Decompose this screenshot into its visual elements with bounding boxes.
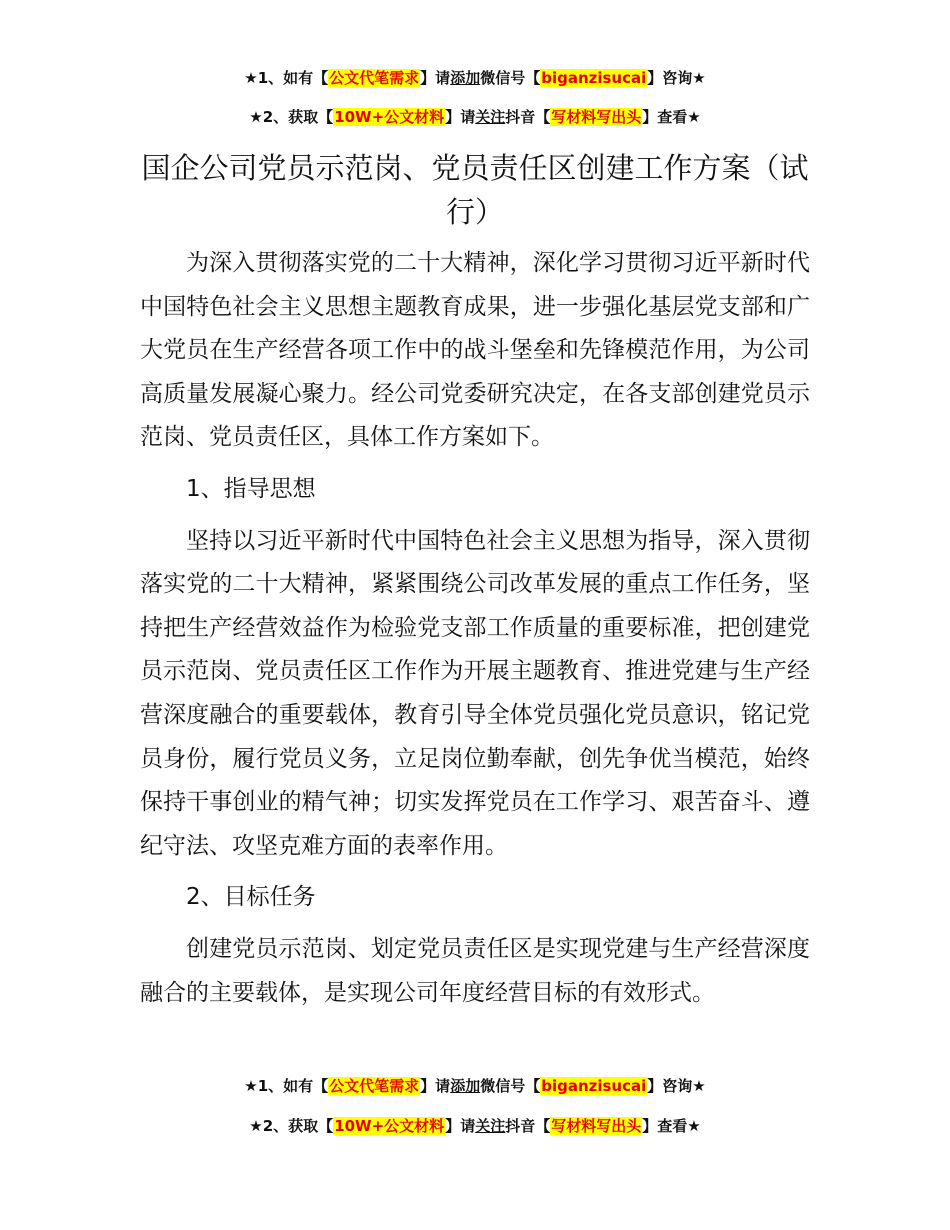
banner-text: 】查看★: [642, 108, 701, 126]
banner-highlight: biganzisucai: [541, 1077, 647, 1095]
banner-text: 微信号【: [480, 69, 541, 87]
banner-highlight: 10W+公文材料: [334, 1117, 445, 1135]
banner-text: 】咨询★: [647, 1077, 706, 1095]
banner-text: 抖音【: [505, 108, 551, 126]
banner-text: 】咨询★: [647, 69, 706, 87]
banner-text: 微信号【: [480, 1077, 541, 1095]
bottom-banner-line-2: [0, 1116, 950, 1136]
banner-highlight: 公文代笔需求: [329, 1077, 420, 1095]
banner-text: 】请: [420, 1077, 451, 1095]
body-paragraph: 创建党员示范岗、划定党员责任区是实现党建与生产经营深度融合的主要载体，是实现公司年度经营目标的有效形式。: [140, 935, 810, 1006]
bottom-banner-line-1: [0, 1076, 950, 1096]
document-title: 国企公司党员示范岗、党员责任区创建工作方案（试行）: [141, 151, 809, 229]
banner-highlight: 写材料写出头: [551, 1117, 642, 1135]
body-paragraph: 为深入贯彻落实党的二十大精神，深化学习贯彻习近平新时代中国特色社会主义思想主题教育成果，进一步强化基层党支部和广大党员在生产经营各项工作中的战斗堡垒和先锋模范作用，为公司高质量发展凝心聚力。经公司党委研究决定，在各支部创建党员示范岗、党员责任区，具体工作方案如下。: [140, 250, 810, 451]
top-banner-line-2: [0, 107, 950, 127]
banner-text: ★1、如有【: [244, 1077, 329, 1095]
banner-text: 】请: [445, 108, 476, 126]
banner-highlight: 10W+公文材料: [334, 108, 445, 126]
banner-text: 】查看★: [642, 1117, 701, 1135]
banner-highlight: 写材料写出头: [551, 108, 642, 126]
top-banner-line-1: [0, 68, 950, 88]
body-paragraph: 坚持以习近平新时代中国特色社会主义思想为指导，深入贯彻落实党的二十大精神，紧紧围绕公司改革发展的重点工作任务，坚持把生产经营效益作为检验党支部工作质量的重要标准，把创建党员示范岗、党员责任区工作作为开展主题教育、推进党建与生产经营深度融合的重要载体，教育引导全体党员强化党员意识，铭记党员身份，履行党员义务，立足岗位勤奉献，创先争优当模范，始终保持干事创业的精气神；切实发挥党员在工作学习、艰苦奋斗、遵纪守法、攻坚克难方面的表率作用。: [140, 527, 810, 859]
section-heading: 1、指导思想: [186, 475, 316, 502]
banner-highlight: 公文代笔需求: [329, 69, 420, 87]
banner-text: 抖音【: [505, 1117, 551, 1135]
banner-text: ★1、如有【: [244, 69, 329, 87]
banner-highlight: biganzisucai: [541, 69, 647, 87]
banner-underlined-text: 添加: [450, 1077, 481, 1095]
banner-underlined-text: 添加: [450, 69, 481, 87]
banner-text: 】请: [420, 69, 451, 87]
banner-text: 】请: [445, 1117, 476, 1135]
banner-text: ★2、获取【: [249, 1117, 334, 1135]
banner-underlined-text: 关注: [475, 108, 506, 126]
banner-underlined-text: 关注: [475, 1117, 506, 1135]
banner-text: ★2、获取【: [249, 108, 334, 126]
section-heading: 2、目标任务: [186, 884, 316, 911]
document-body: [140, 242, 810, 1023]
